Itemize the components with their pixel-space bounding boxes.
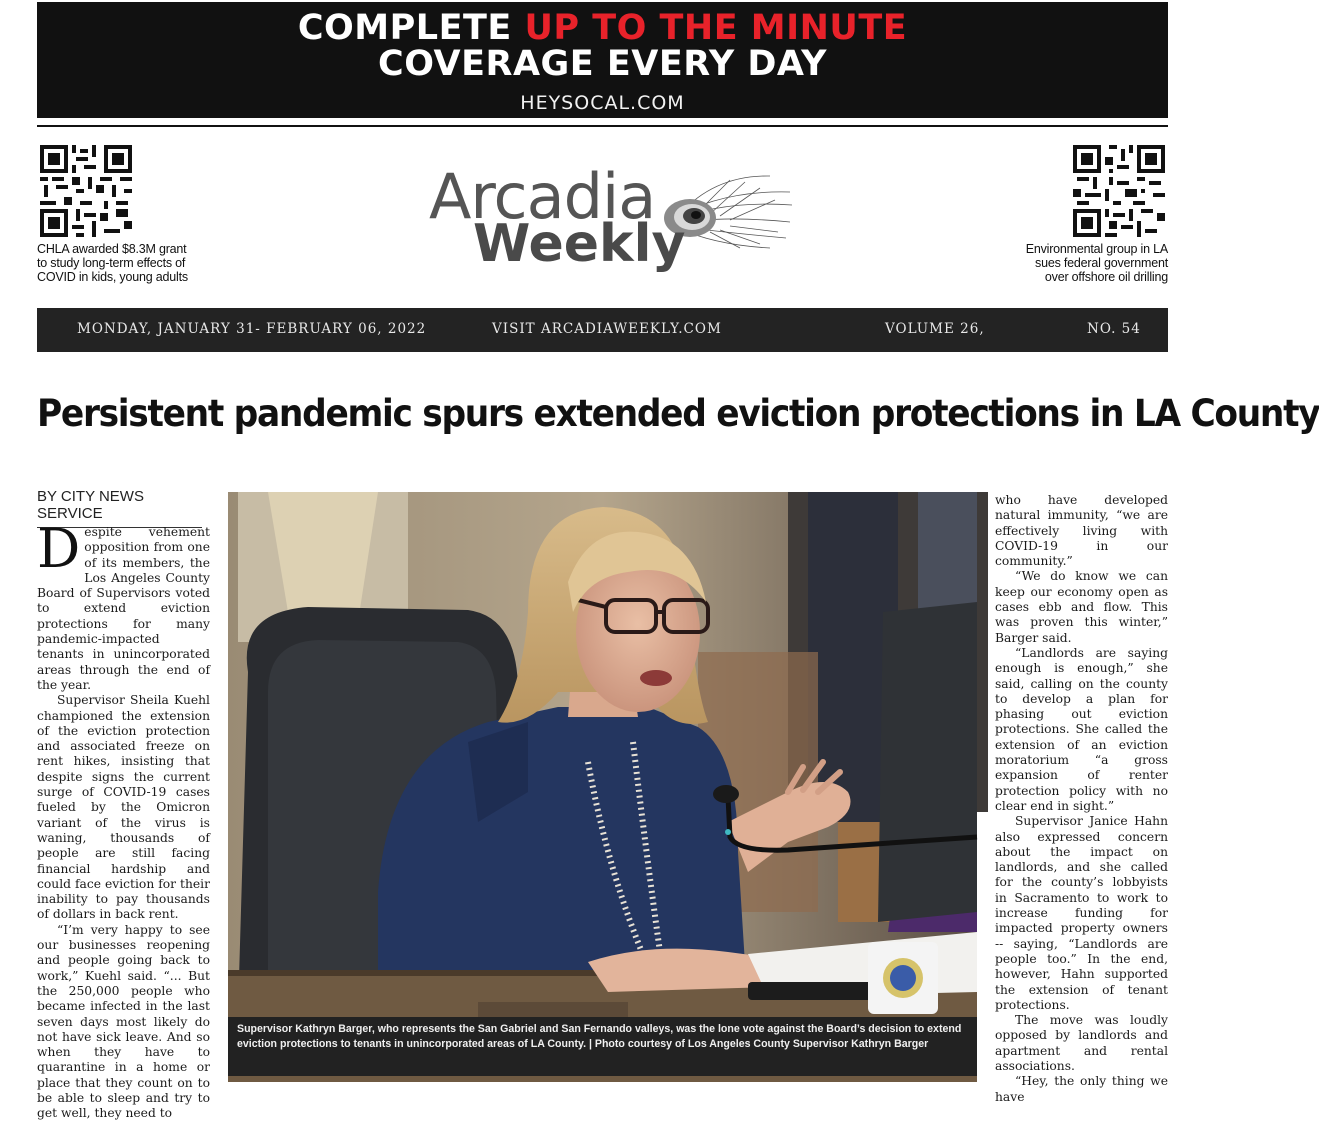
left-teaser-line: to study long-term effects of (37, 256, 186, 270)
article-headline[interactable]: Persistent pandemic spurs extended eviction protections in LA County (37, 392, 1319, 435)
paragraph: Supervisor Sheila Kuehl championed the extension of the eviction protection and associated freeze on rent hikes, insisting that despite signs the current surge of COVID-19 cases fueled by the Omicron variant of the virus is waning, thousands of people are still facing financial hardship and could face eviction for their inability to pay thousands of dollars in back rent. (37, 693, 210, 922)
right-teaser-line: Environmental group in LA (1025, 242, 1168, 256)
issue-date: MONDAY, JANUARY 31- FEBRUARY 06, 2022 (77, 321, 427, 337)
article-left-column (37, 517, 210, 1121)
right-qr-code[interactable] (1073, 145, 1165, 237)
banner-url[interactable]: HEYSOCAL.COM (520, 92, 685, 114)
paragraph: Despite vehement opposition from one of its members, the Los Angeles County Board of Supervisors voted to extend eviction protections for many pandemic-impacted tenants in unincorporated areas through the end of the year. (37, 517, 210, 692)
byline: BY CITY NEWS SERVICE (37, 488, 202, 528)
paragraph: “Landlords are saying enough is enough,” she said, calling on the county to develop a plan for phasing out eviction protections. She called the extension of an eviction moratorium “a gross expansion of renter protection policy with no clear end in sight.” (995, 645, 1168, 813)
left-teaser-line: COVID in kids, young adults (37, 270, 188, 284)
right-teaser-line: over offshore oil drilling (1044, 270, 1168, 284)
article-photo[interactable] (228, 492, 977, 1076)
paragraph: “Hey, the only thing we have (995, 1074, 1168, 1104)
volume-number: VOLUME 26, (885, 321, 985, 337)
paragraph: Supervisor Janice Hahn also expressed concern about the impact on landlords, and she called for the county’s lobbyists in Sacramento to work to increase funding for impacted property owners -- saying, “Landlords are people too.” In the end, however, Hahn supported the extension of tenant protections. (995, 814, 1168, 1012)
left-qr-code[interactable] (40, 145, 132, 237)
logo-arcadia: Arcadia (429, 160, 656, 233)
photo-caption: Supervisor Kathryn Barger, who represents the San Gabriel and San Fernando valleys, was the lone vote against the Board’s decision to extend eviction protections to tenants in unincorporated areas of LA County. | Photo courtesy of Los Angeles County Supervisor Kathryn Barger (228, 1017, 977, 1076)
banner-line-2: COVERAGE EVERY DAY (378, 44, 827, 84)
right-teaser[interactable] (990, 242, 1168, 284)
left-teaser-line: CHLA awarded $8.3M grant (37, 242, 187, 256)
paragraph: “I’m very happy to see our businesses reopening and people going back to work,” Kuehl said. “... But the 250,000 people who became infected in the last seven days most likely do not have sick leave. And so when they have to quarantine in a home or place that they count on to be able to sleep and try to get well, they need to (37, 922, 210, 1121)
logo-weekly: Weekly (473, 214, 686, 274)
paragraph: “We do know we can keep our economy open as cases ebb and flow. This was proven this winter,” Barger said. (995, 569, 1168, 645)
drop-cap: D (37, 517, 81, 580)
date-bar (37, 308, 1168, 352)
divider (37, 125, 1168, 127)
arcadia-weekly-logo[interactable] (425, 160, 795, 285)
photo-kathryn-barger (228, 492, 977, 1076)
left-teaser[interactable] (37, 242, 188, 284)
top-banner-ad[interactable] (37, 2, 1168, 118)
visit-link[interactable]: VISIT ARCADIAWEEKLY.COM (492, 321, 722, 337)
paragraph: who have developed natural immunity, “we are effectively living with COVID-19 in our community.” (995, 493, 1168, 569)
right-teaser-line: sues federal government (1035, 256, 1168, 270)
banner-line-1: COMPLETE UP TO THE MINUTE (297, 8, 908, 48)
issue-number: NO. 54 (1087, 321, 1141, 337)
article-right-column (995, 493, 1168, 1104)
paragraph: The move was loudly opposed by landlords and apartment and rental associations. (995, 1013, 1168, 1073)
